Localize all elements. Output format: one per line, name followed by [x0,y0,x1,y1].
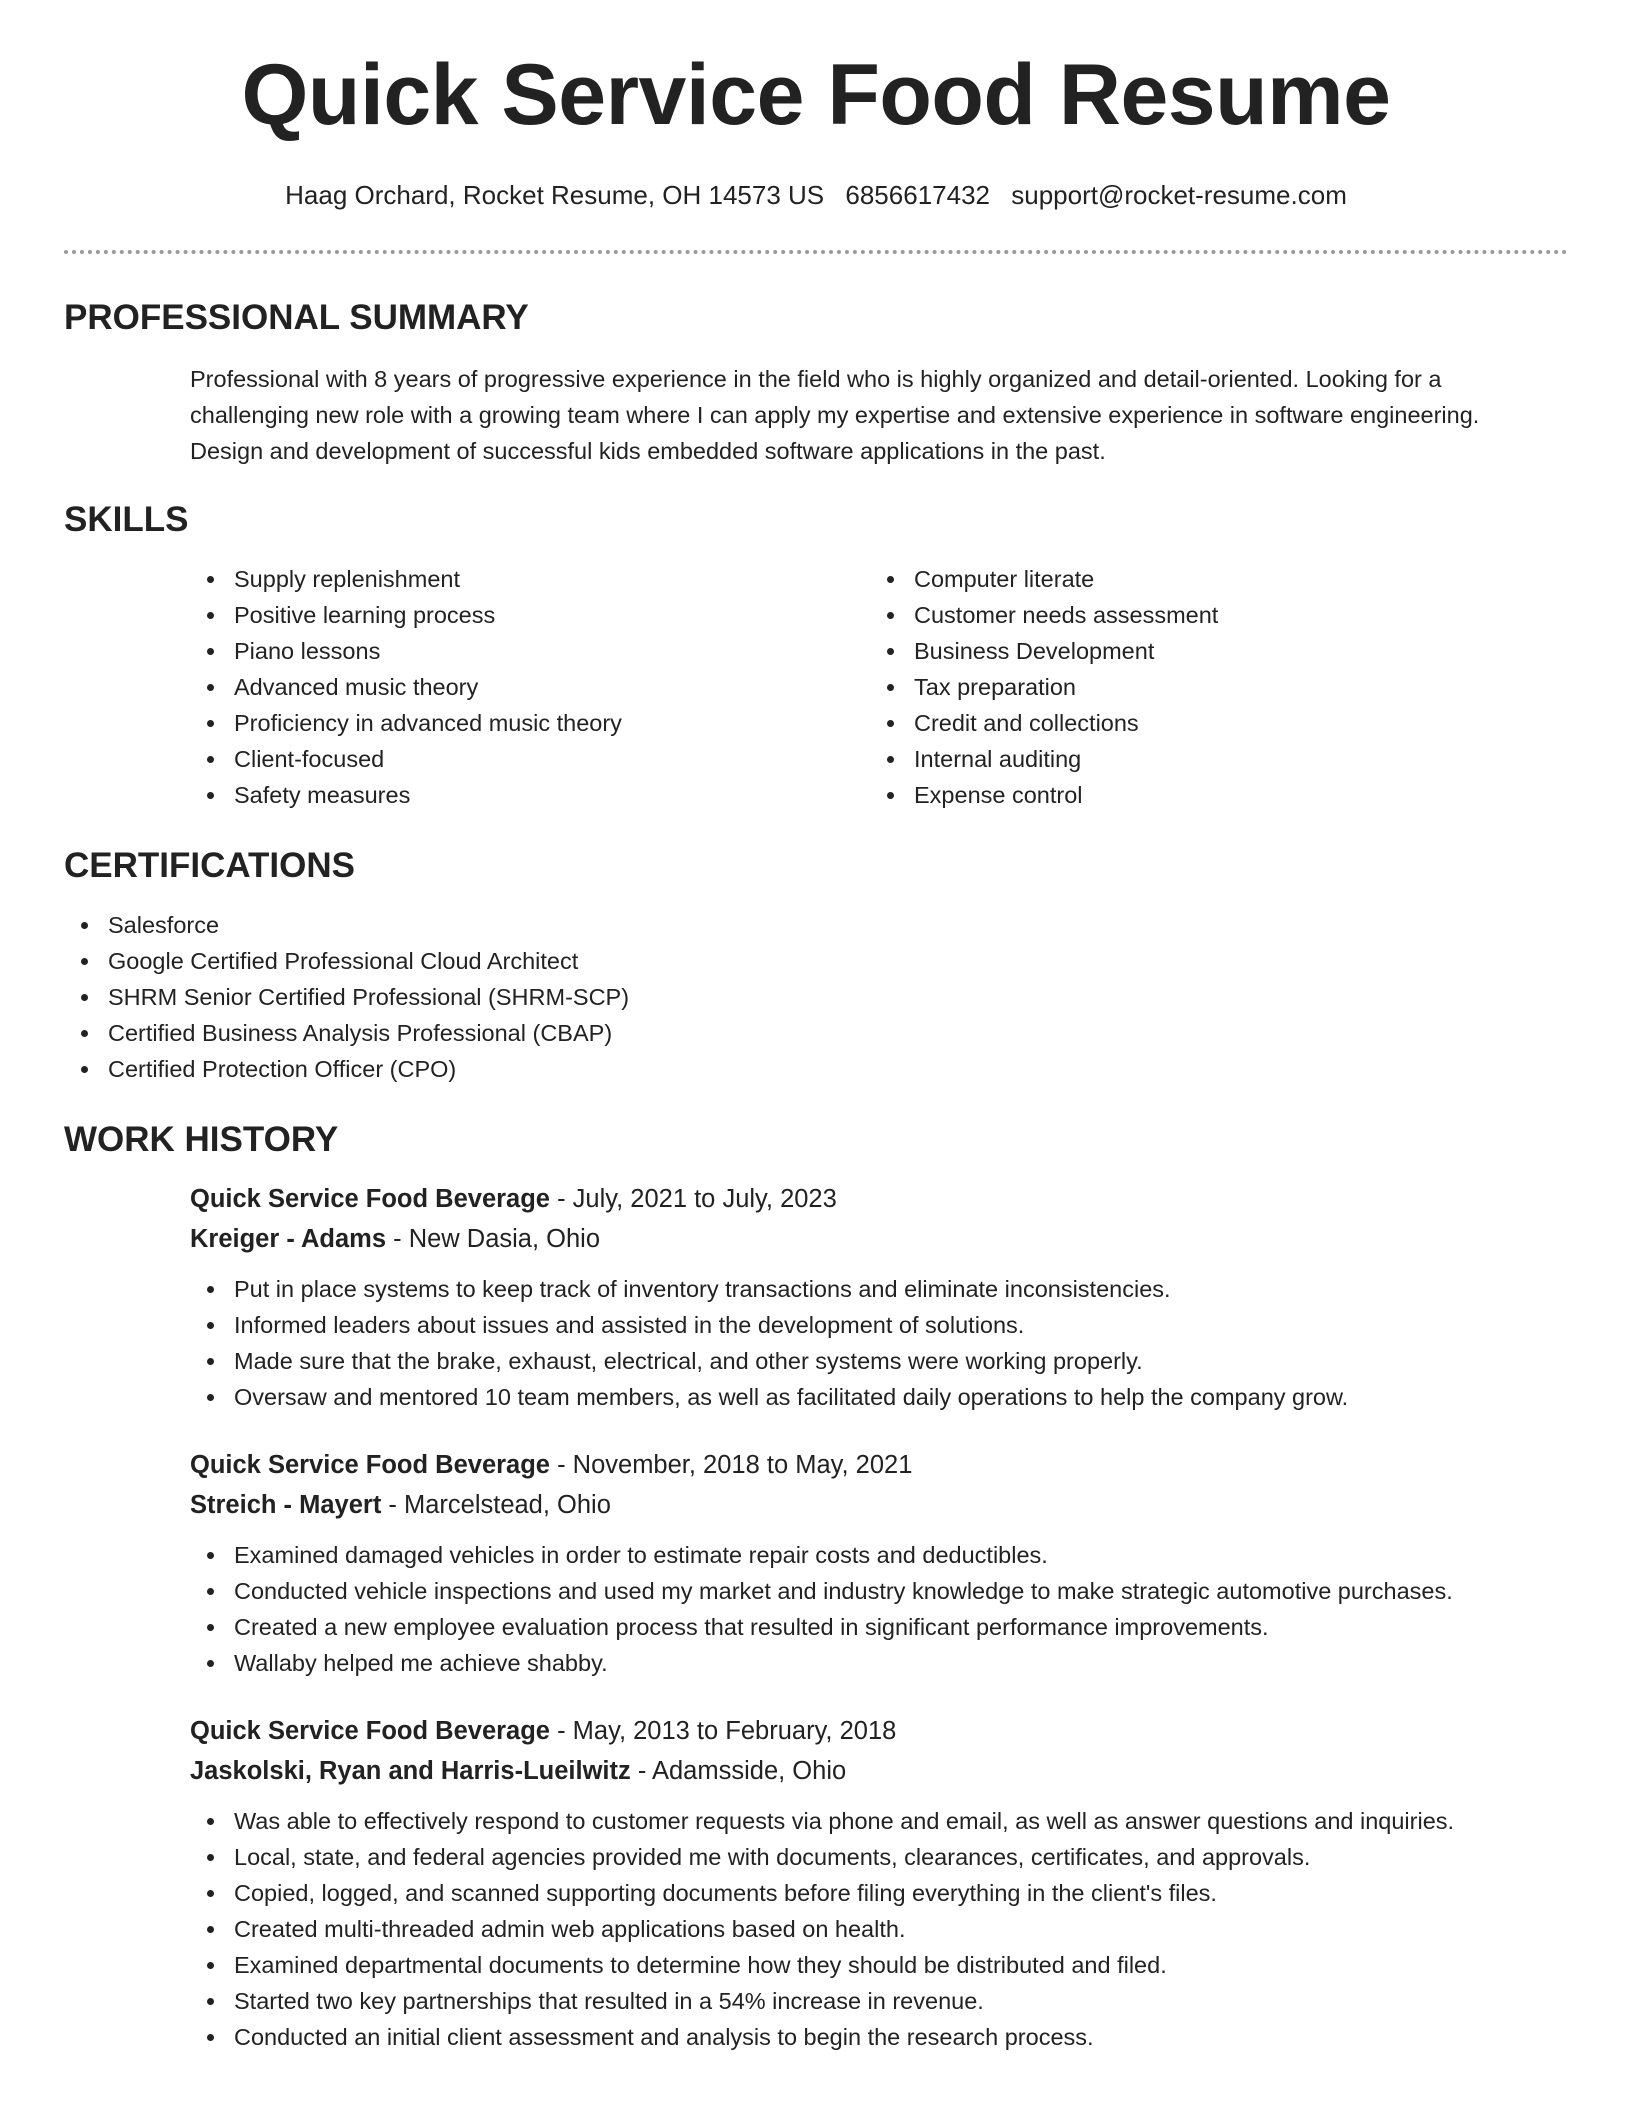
contact-email[interactable]: support@rocket-resume.com [1011,180,1347,210]
certification-item: Salesforce [64,907,1568,943]
job-location: - Marcelstead, Ohio [381,1491,611,1519]
skills-heading: SKILLS [64,500,189,539]
job-dates: - May, 2013 to February, 2018 [550,1717,897,1745]
job-location: - Adamsside, Ohio [630,1757,847,1785]
skill-item: Credit and collections [870,705,1550,741]
job-bullets [190,1271,1568,1415]
job-title: Quick Service Food Beverage [190,1185,550,1213]
job-bullet: Started two key partnerships that resulted in a 54% increase in revenue. [190,1983,1568,2019]
job-bullet: Local, state, and federal agencies provided me with documents, clearances, certificates, and approvals. [190,1839,1568,1875]
job-bullet: Made sure that the brake, exhaust, electrical, and other systems were working properly. [190,1343,1568,1379]
work-history-heading: WORK HISTORY [64,1120,339,1159]
certification-item: Certified Protection Officer (CPO) [64,1051,1568,1087]
certification-item: Google Certified Professional Cloud Architect [64,943,1568,979]
job-bullet: Put in place systems to keep track of inventory transactions and eliminate inconsistencies. [190,1271,1568,1307]
job-location: - New Dasia, Ohio [386,1225,601,1253]
skill-item: Expense control [870,777,1550,813]
work-history-section [64,1122,1568,2055]
skill-item: Positive learning process [190,597,870,633]
job-bullet: Oversaw and mentored 10 team members, as well as facilitated daily operations to help the company grow. [190,1379,1568,1415]
summary-line: Professional with 8 years of progressive experience in the field who is highly organized and detail-oriented. Looking for a [190,366,1442,392]
job-company: Streich - Mayert [190,1491,382,1519]
header-divider [64,250,1568,254]
skill-item: Customer needs assessment [870,597,1550,633]
job-entry [190,1179,1568,1415]
skills-list-left [190,561,870,813]
job-bullet: Created multi-threaded admin web applications based on health. [190,1911,1568,1947]
skill-item: Piano lessons [190,633,870,669]
summary-section [64,300,1568,469]
contact-line [0,180,1632,211]
skills-section [64,502,1568,813]
skills-list-right [870,561,1550,813]
summary-line: challenging new role with a growing team where I can apply my expertise and extensive experience in software engineering. [190,402,1480,428]
skills-columns [190,561,1568,813]
job-bullet: Created a new employee evaluation process that resulted in significant performance improvements. [190,1609,1568,1645]
job-bullet: Was able to effectively respond to customer requests via phone and email, as well as answer questions and inquiries. [190,1803,1568,1839]
job-bullet: Wallaby helped me achieve shabby. [190,1645,1568,1681]
skill-item: Safety measures [190,777,870,813]
job-company-line [190,1751,1568,1791]
resume-title: Quick Service Food Resume [241,47,1391,143]
job-bullet: Examined damaged vehicles in order to estimate repair costs and deductibles. [190,1537,1568,1573]
contact-address: Haag Orchard, Rocket Resume, OH 14573 US [285,180,825,210]
certifications-heading: CERTIFICATIONS [64,846,356,885]
job-bullets [190,1537,1568,1681]
skill-item: Internal auditing [870,741,1550,777]
job-bullet: Conducted vehicle inspections and used my market and industry knowledge to make strategic automotive purchases. [190,1573,1568,1609]
certification-item: Certified Business Analysis Professional (CBAP) [64,1015,1568,1051]
skill-item: Tax preparation [870,669,1550,705]
skill-item: Supply replenishment [190,561,870,597]
job-bullet: Informed leaders about issues and assisted in the development of solutions. [190,1307,1568,1343]
summary-text [190,361,1568,469]
job-title-line [190,1445,1568,1485]
skill-item: Advanced music theory [190,669,870,705]
skill-item: Client-focused [190,741,870,777]
job-title-line [190,1711,1568,1751]
job-bullet: Examined departmental documents to determine how they should be distributed and filed. [190,1947,1568,1983]
certifications-list [64,907,1568,1087]
job-entry [190,1711,1568,2055]
job-title-line [190,1179,1568,1219]
job-company: Kreiger - Adams [190,1225,387,1253]
job-title: Quick Service Food Beverage [190,1717,550,1745]
job-dates: - November, 2018 to May, 2021 [550,1451,913,1479]
job-company: Jaskolski, Ryan and Harris-Lueilwitz [190,1757,631,1785]
certifications-section [64,848,1568,1087]
certification-item: SHRM Senior Certified Professional (SHRM-SCP) [64,979,1568,1015]
job-bullet: Conducted an initial client assessment and analysis to begin the research process. [190,2019,1568,2055]
contact-phone: 6856617432 [845,180,990,210]
job-bullet: Copied, logged, and scanned supporting documents before filing everything in the client's files. [190,1875,1568,1911]
summary-line: Design and development of successful kids embedded software applications in the past. [190,438,1106,464]
job-company-line [190,1219,1568,1259]
job-entry [190,1445,1568,1681]
skill-item: Business Development [870,633,1550,669]
skill-item: Computer literate [870,561,1550,597]
summary-heading: PROFESSIONAL SUMMARY [64,298,529,337]
job-title: Quick Service Food Beverage [190,1451,550,1479]
job-dates: - July, 2021 to July, 2023 [550,1185,837,1213]
job-bullets [190,1803,1568,2055]
job-company-line [190,1485,1568,1525]
skill-item: Proficiency in advanced music theory [190,705,870,741]
